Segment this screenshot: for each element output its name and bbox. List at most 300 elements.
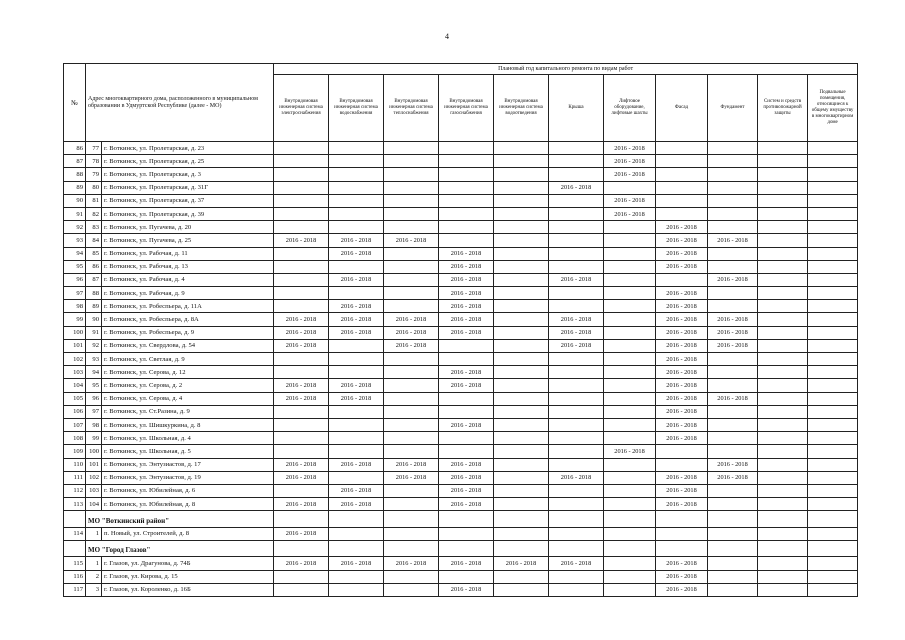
work-year-cell: 2016 - 2018 xyxy=(656,484,708,497)
work-year-cell xyxy=(494,471,549,484)
work-year-cell xyxy=(604,432,656,445)
work-year-cell: 2016 - 2018 xyxy=(656,247,708,260)
row-index: 102 xyxy=(86,471,102,484)
work-year-cell xyxy=(604,287,656,300)
row-number: 101 xyxy=(64,339,86,352)
work-year-cell xyxy=(808,194,858,207)
row-address: г. Воткинск, ул. Рабочая, д. 9 xyxy=(102,287,274,300)
table-row xyxy=(64,155,858,168)
work-year-cell xyxy=(549,484,604,497)
work-year-cell xyxy=(808,181,858,194)
row-number: 89 xyxy=(64,181,86,194)
work-year-cell: 2016 - 2018 xyxy=(274,339,329,352)
section-title: МО "Воткинский район" xyxy=(86,511,274,528)
work-year-cell xyxy=(549,221,604,234)
work-year-cell xyxy=(329,207,384,220)
work-year-cell xyxy=(384,570,439,583)
table-row xyxy=(64,583,858,596)
work-year-cell xyxy=(758,570,808,583)
row-index: 87 xyxy=(86,273,102,286)
work-year-cell: 2016 - 2018 xyxy=(329,313,384,326)
work-year-cell xyxy=(494,300,549,313)
work-year-cell xyxy=(549,207,604,220)
work-year-cell xyxy=(758,527,808,540)
table-row xyxy=(64,418,858,431)
work-year-cell xyxy=(329,583,384,596)
work-year-cell: 2016 - 2018 xyxy=(439,287,494,300)
section-spacer xyxy=(64,511,86,528)
work-year-cell: 2016 - 2018 xyxy=(708,234,758,247)
work-year-cell xyxy=(384,221,439,234)
row-index: 96 xyxy=(86,392,102,405)
header-work-5: Внутридомовая инженерная система водоотведения xyxy=(494,75,549,142)
row-address: г. Воткинск, ул. Пролетарская, д. 39 xyxy=(102,207,274,220)
work-year-cell xyxy=(384,432,439,445)
work-year-cell: 2016 - 2018 xyxy=(439,583,494,596)
work-year-cell xyxy=(494,142,549,155)
work-year-cell xyxy=(274,484,329,497)
work-year-cell: 2016 - 2018 xyxy=(656,583,708,596)
section-cell xyxy=(758,540,808,557)
table-row xyxy=(64,445,858,458)
work-year-cell xyxy=(808,557,858,570)
work-year-cell xyxy=(549,260,604,273)
table-row xyxy=(64,313,858,326)
work-year-cell: 2016 - 2018 xyxy=(708,326,758,339)
work-year-cell xyxy=(808,234,858,247)
work-year-cell xyxy=(758,313,808,326)
work-year-cell: 2016 - 2018 xyxy=(656,570,708,583)
work-year-cell: 2016 - 2018 xyxy=(708,339,758,352)
work-year-cell xyxy=(604,366,656,379)
row-number: 103 xyxy=(64,366,86,379)
work-year-cell xyxy=(808,155,858,168)
work-year-cell: 2016 - 2018 xyxy=(656,432,708,445)
work-year-cell: 2016 - 2018 xyxy=(274,471,329,484)
work-year-cell xyxy=(329,221,384,234)
table-row xyxy=(64,260,858,273)
work-year-cell xyxy=(758,142,808,155)
work-year-cell: 2016 - 2018 xyxy=(439,498,494,511)
work-year-cell xyxy=(439,353,494,366)
header-plan-title: Плановый год капитального ремонта по видам работ xyxy=(274,64,858,75)
row-index: 1 xyxy=(86,527,102,540)
table-row xyxy=(64,379,858,392)
work-year-cell xyxy=(758,458,808,471)
work-year-cell xyxy=(494,287,549,300)
work-year-cell: 2016 - 2018 xyxy=(708,273,758,286)
work-year-cell xyxy=(549,392,604,405)
section-cell xyxy=(494,540,549,557)
row-index: 3 xyxy=(86,583,102,596)
work-year-cell xyxy=(808,366,858,379)
work-year-cell: 2016 - 2018 xyxy=(656,300,708,313)
work-year-cell xyxy=(708,142,758,155)
work-year-cell xyxy=(384,366,439,379)
work-year-cell xyxy=(758,287,808,300)
row-address: г. Воткинск, ул. Пролетарская, д. 31Г xyxy=(102,181,274,194)
work-year-cell: 2016 - 2018 xyxy=(549,273,604,286)
row-index: 80 xyxy=(86,181,102,194)
work-year-cell: 2016 - 2018 xyxy=(439,273,494,286)
work-year-cell xyxy=(808,405,858,418)
section-cell xyxy=(549,540,604,557)
row-index: 101 xyxy=(86,458,102,471)
work-year-cell xyxy=(384,583,439,596)
table-row xyxy=(64,366,858,379)
row-number: 105 xyxy=(64,392,86,405)
row-index: 90 xyxy=(86,313,102,326)
work-year-cell xyxy=(604,221,656,234)
section-cell xyxy=(656,540,708,557)
work-year-cell xyxy=(758,221,808,234)
work-year-cell xyxy=(604,313,656,326)
table-row xyxy=(64,405,858,418)
work-year-cell xyxy=(604,273,656,286)
work-year-cell xyxy=(604,570,656,583)
work-year-cell: 2016 - 2018 xyxy=(384,339,439,352)
work-year-cell xyxy=(274,418,329,431)
work-year-cell xyxy=(808,300,858,313)
row-index: 84 xyxy=(86,234,102,247)
work-year-cell xyxy=(329,287,384,300)
header-work-4: Внутридомовая инженерная система газоснабжения xyxy=(439,75,494,142)
work-year-cell xyxy=(758,418,808,431)
work-year-cell xyxy=(549,458,604,471)
header-address: Адрес многоквартирного дома, расположенного в муниципальном образовании в Удмуртской Республике (далее - МО) xyxy=(86,64,274,142)
row-address: г. Воткинск, ул. Рабочая, д. 11 xyxy=(102,247,274,260)
work-year-cell xyxy=(329,418,384,431)
work-year-cell xyxy=(384,181,439,194)
row-address: г. Воткинск, ул. Пролетарская, д. 37 xyxy=(102,194,274,207)
work-year-cell xyxy=(439,445,494,458)
row-index: 95 xyxy=(86,379,102,392)
work-year-cell: 2016 - 2018 xyxy=(384,458,439,471)
row-index: 93 xyxy=(86,353,102,366)
work-year-cell xyxy=(274,273,329,286)
row-number: 102 xyxy=(64,353,86,366)
table-row xyxy=(64,471,858,484)
work-year-cell: 2016 - 2018 xyxy=(656,557,708,570)
work-year-cell: 2016 - 2018 xyxy=(384,234,439,247)
work-year-cell: 2016 - 2018 xyxy=(274,379,329,392)
work-year-cell xyxy=(758,445,808,458)
work-year-cell: 2016 - 2018 xyxy=(439,300,494,313)
row-index: 79 xyxy=(86,168,102,181)
work-year-cell xyxy=(758,498,808,511)
work-year-cell xyxy=(494,405,549,418)
work-year-cell: 2016 - 2018 xyxy=(329,498,384,511)
work-year-cell xyxy=(708,432,758,445)
section-cell xyxy=(604,511,656,528)
work-year-cell xyxy=(808,221,858,234)
work-year-cell: 2016 - 2018 xyxy=(708,471,758,484)
work-year-cell xyxy=(604,300,656,313)
table-row xyxy=(64,353,858,366)
row-index: 88 xyxy=(86,287,102,300)
work-year-cell xyxy=(384,379,439,392)
section-cell xyxy=(274,511,329,528)
section-cell xyxy=(808,540,858,557)
work-year-cell: 2016 - 2018 xyxy=(439,247,494,260)
work-year-cell xyxy=(384,405,439,418)
work-year-cell xyxy=(808,445,858,458)
work-year-cell: 2016 - 2018 xyxy=(604,445,656,458)
work-year-cell xyxy=(549,418,604,431)
work-year-cell xyxy=(384,527,439,540)
work-year-cell xyxy=(758,326,808,339)
work-year-cell: 2016 - 2018 xyxy=(494,557,549,570)
section-cell xyxy=(708,540,758,557)
work-year-cell: 2016 - 2018 xyxy=(439,379,494,392)
work-year-cell xyxy=(808,168,858,181)
section-cell xyxy=(439,540,494,557)
work-year-cell xyxy=(808,527,858,540)
work-year-cell xyxy=(656,142,708,155)
work-year-cell xyxy=(549,379,604,392)
row-number: 109 xyxy=(64,445,86,458)
section-cell xyxy=(439,511,494,528)
row-index: 100 xyxy=(86,445,102,458)
work-year-cell xyxy=(494,339,549,352)
work-year-cell xyxy=(549,405,604,418)
section-cell xyxy=(549,511,604,528)
work-year-cell: 2016 - 2018 xyxy=(439,366,494,379)
work-year-cell xyxy=(708,155,758,168)
work-year-cell xyxy=(656,155,708,168)
work-year-cell xyxy=(549,527,604,540)
section-cell xyxy=(274,540,329,557)
work-year-cell xyxy=(604,353,656,366)
work-year-cell xyxy=(329,570,384,583)
work-year-cell xyxy=(384,287,439,300)
work-year-cell xyxy=(758,207,808,220)
work-year-cell: 2016 - 2018 xyxy=(439,484,494,497)
work-year-cell xyxy=(708,300,758,313)
work-year-cell xyxy=(656,273,708,286)
section-row xyxy=(64,511,858,528)
work-year-cell xyxy=(329,142,384,155)
work-year-cell xyxy=(758,168,808,181)
work-year-cell xyxy=(656,168,708,181)
work-year-cell xyxy=(604,583,656,596)
work-year-cell: 2016 - 2018 xyxy=(329,300,384,313)
work-year-cell xyxy=(808,339,858,352)
work-year-cell xyxy=(549,287,604,300)
work-year-cell xyxy=(758,405,808,418)
work-year-cell xyxy=(494,326,549,339)
work-year-cell xyxy=(384,392,439,405)
work-year-cell: 2016 - 2018 xyxy=(439,458,494,471)
row-address: г. Воткинск, ул. Светлая, д. 9 xyxy=(102,353,274,366)
work-year-cell xyxy=(708,353,758,366)
work-year-cell xyxy=(708,484,758,497)
work-year-cell xyxy=(549,168,604,181)
work-year-cell xyxy=(708,445,758,458)
header-work-11: Подвальные помещения, относящиеся к общему имуществу в многоквартирном доме xyxy=(808,75,858,142)
work-year-cell xyxy=(758,181,808,194)
work-year-cell xyxy=(494,247,549,260)
row-address: г. Воткинск, ул. Серова, д. 12 xyxy=(102,366,274,379)
work-year-cell xyxy=(758,557,808,570)
header-work-10: Систем и средств противопожарной защиты xyxy=(758,75,808,142)
work-year-cell: 2016 - 2018 xyxy=(384,326,439,339)
row-index: 85 xyxy=(86,247,102,260)
work-year-cell xyxy=(549,247,604,260)
work-year-cell xyxy=(808,326,858,339)
work-year-cell xyxy=(758,583,808,596)
work-year-cell xyxy=(549,498,604,511)
work-year-cell xyxy=(494,418,549,431)
work-year-cell: 2016 - 2018 xyxy=(549,557,604,570)
work-year-cell xyxy=(439,570,494,583)
row-index: 1 xyxy=(86,557,102,570)
table-row xyxy=(64,273,858,286)
table-row xyxy=(64,339,858,352)
work-year-cell xyxy=(274,432,329,445)
table-row xyxy=(64,300,858,313)
work-year-cell xyxy=(604,471,656,484)
row-index: 94 xyxy=(86,366,102,379)
work-year-cell: 2016 - 2018 xyxy=(708,458,758,471)
row-index: 89 xyxy=(86,300,102,313)
work-year-cell xyxy=(439,181,494,194)
row-address: г. Воткинск, ул. Энтузиастов, д. 19 xyxy=(102,471,274,484)
work-year-cell xyxy=(384,207,439,220)
work-year-cell: 2016 - 2018 xyxy=(329,379,384,392)
work-year-cell xyxy=(274,570,329,583)
work-year-cell xyxy=(494,313,549,326)
work-year-cell xyxy=(494,168,549,181)
row-number: 112 xyxy=(64,484,86,497)
work-year-cell: 2016 - 2018 xyxy=(604,142,656,155)
work-year-cell xyxy=(494,498,549,511)
work-year-cell: 2016 - 2018 xyxy=(274,392,329,405)
table-row xyxy=(64,570,858,583)
work-year-cell: 2016 - 2018 xyxy=(439,557,494,570)
row-address: г. Воткинск, ул. Робеспьера, д. 8А xyxy=(102,313,274,326)
row-number: 88 xyxy=(64,168,86,181)
work-year-cell: 2016 - 2018 xyxy=(656,498,708,511)
work-year-cell xyxy=(708,405,758,418)
work-year-cell xyxy=(708,247,758,260)
work-year-cell xyxy=(329,366,384,379)
work-year-cell xyxy=(708,570,758,583)
row-address: г. Воткинск, ул. Ст.Разина, д. 9 xyxy=(102,405,274,418)
section-cell xyxy=(329,511,384,528)
table-row xyxy=(64,194,858,207)
table-row xyxy=(64,326,858,339)
work-year-cell: 2016 - 2018 xyxy=(329,392,384,405)
table-row xyxy=(64,527,858,540)
table-row xyxy=(64,484,858,497)
work-year-cell xyxy=(758,392,808,405)
work-year-cell: 2016 - 2018 xyxy=(708,313,758,326)
row-address: г. Воткинск, ул. Пролетарская, д. 3 xyxy=(102,168,274,181)
row-address: г. Воткинск, ул. Робеспьера, д. 11А xyxy=(102,300,274,313)
work-year-cell xyxy=(494,273,549,286)
work-year-cell xyxy=(549,432,604,445)
work-year-cell xyxy=(808,458,858,471)
capital-repair-table xyxy=(63,63,858,597)
work-year-cell xyxy=(758,234,808,247)
work-year-cell: 2016 - 2018 xyxy=(549,181,604,194)
table-header xyxy=(64,64,858,142)
work-year-cell xyxy=(439,142,494,155)
work-year-cell xyxy=(708,418,758,431)
work-year-cell xyxy=(708,498,758,511)
section-cell xyxy=(384,540,439,557)
row-address: п. Новый, ул. Строителей, д. 8 xyxy=(102,527,274,540)
work-year-cell xyxy=(708,527,758,540)
work-year-cell: 2016 - 2018 xyxy=(656,313,708,326)
row-number: 113 xyxy=(64,498,86,511)
work-year-cell: 2016 - 2018 xyxy=(329,458,384,471)
work-year-cell: 2016 - 2018 xyxy=(549,313,604,326)
work-year-cell xyxy=(384,273,439,286)
header-work-2: Внутридомовая инженерная система водоснабжения xyxy=(329,75,384,142)
work-year-cell xyxy=(656,194,708,207)
work-year-cell xyxy=(656,445,708,458)
work-year-cell: 2016 - 2018 xyxy=(439,260,494,273)
table-row xyxy=(64,168,858,181)
work-year-cell xyxy=(808,273,858,286)
header-work-8: Фасад xyxy=(656,75,708,142)
work-year-cell xyxy=(758,247,808,260)
row-number: 110 xyxy=(64,458,86,471)
work-year-cell xyxy=(604,484,656,497)
row-address: г. Воткинск, ул. Серова, д. 4 xyxy=(102,392,274,405)
work-year-cell xyxy=(494,583,549,596)
work-year-cell: 2016 - 2018 xyxy=(604,168,656,181)
row-index: 97 xyxy=(86,405,102,418)
work-year-cell xyxy=(549,234,604,247)
work-year-cell xyxy=(439,194,494,207)
row-index: 91 xyxy=(86,326,102,339)
work-year-cell xyxy=(549,366,604,379)
work-year-cell: 2016 - 2018 xyxy=(656,353,708,366)
row-address: г. Воткинск, ул. Школьная, д. 5 xyxy=(102,445,274,458)
work-year-cell xyxy=(494,432,549,445)
work-year-cell: 2016 - 2018 xyxy=(329,326,384,339)
row-number: 108 xyxy=(64,432,86,445)
work-year-cell: 2016 - 2018 xyxy=(604,155,656,168)
table-row xyxy=(64,557,858,570)
row-index: 83 xyxy=(86,221,102,234)
section-cell xyxy=(494,511,549,528)
work-year-cell xyxy=(656,207,708,220)
header-work-6: Крыша xyxy=(549,75,604,142)
work-year-cell xyxy=(439,527,494,540)
work-year-cell xyxy=(274,260,329,273)
row-number: 92 xyxy=(64,221,86,234)
work-year-cell xyxy=(758,339,808,352)
row-number: 116 xyxy=(64,570,86,583)
work-year-cell xyxy=(384,168,439,181)
work-year-cell xyxy=(274,247,329,260)
table-row xyxy=(64,247,858,260)
work-year-cell: 2016 - 2018 xyxy=(656,260,708,273)
row-number: 100 xyxy=(64,326,86,339)
work-year-cell xyxy=(494,392,549,405)
work-year-cell xyxy=(494,379,549,392)
work-year-cell xyxy=(384,418,439,431)
work-year-cell xyxy=(708,583,758,596)
table-row xyxy=(64,498,858,511)
work-year-cell xyxy=(549,583,604,596)
work-year-cell: 2016 - 2018 xyxy=(604,194,656,207)
row-number: 115 xyxy=(64,557,86,570)
